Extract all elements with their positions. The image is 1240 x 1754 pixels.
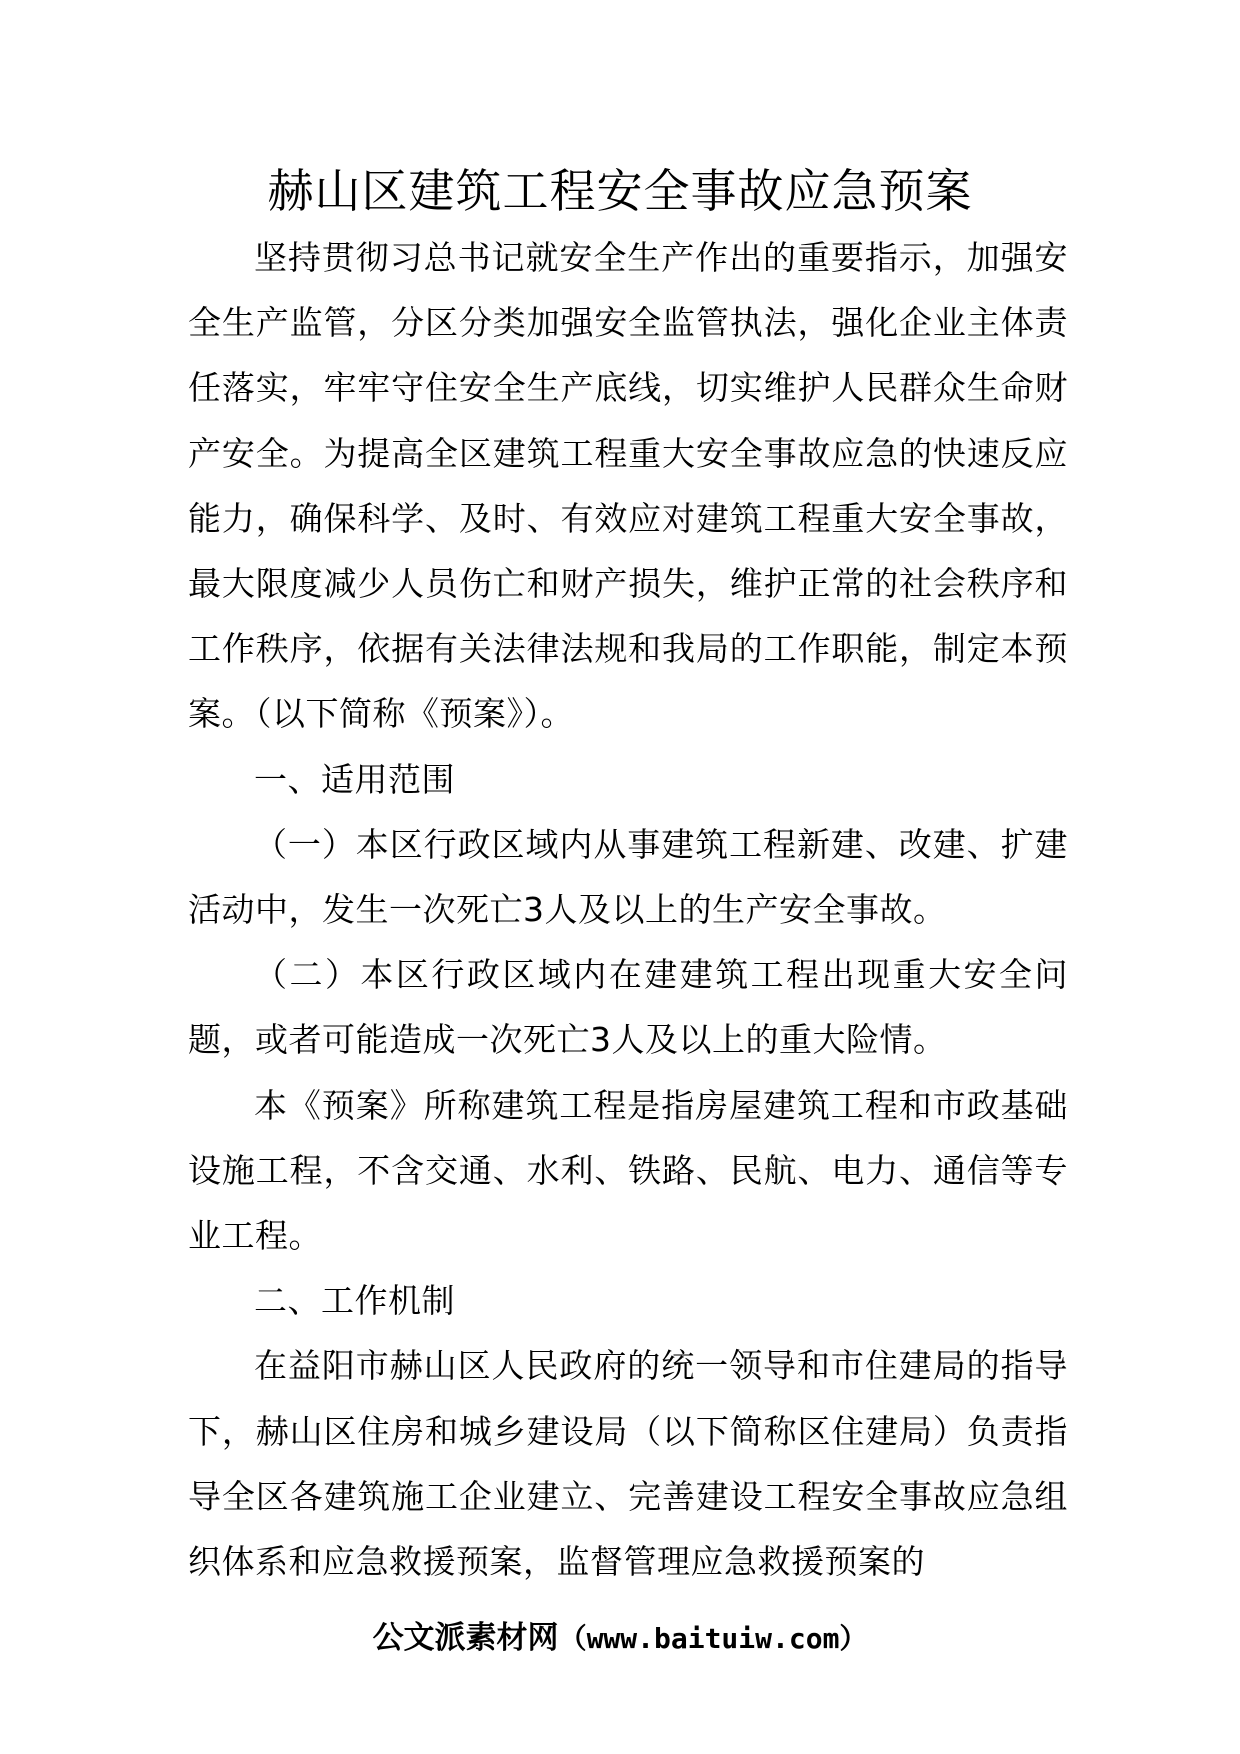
- footer-url: （www.baituiw.com）: [558, 1622, 868, 1655]
- watermark-footer: [0, 1616, 1240, 1661]
- scope-definition-paragraph: 本《预案》所称建筑工程是指房屋建筑工程和市政基础设施工程，不含交通、水利、铁路、民航、电力、通信等专业工程。: [188, 1085, 1068, 1256]
- mechanism-paragraph: 在益阳市赫山区人民政府的统一领导和市住建局的指导下，赫山区住房和城乡建设局（以下简称区住建局）负责指导全区各建筑施工企业建立、完善建设工程安全事故应急组织体系和应急救援预案，监督管理应急救援预案的: [188, 1346, 1068, 1582]
- intro-paragraph: 坚持贯彻习总书记就安全生产作出的重要指示，加强安全生产监管，分区分类加强安全监管执法，强化企业主体责任落实，牢牢守住安全生产底线，切实维护人民群众生命财产安全。为提高全区建筑工程重大安全事故应急的快速反应能力，确保科学、及时、有效应对建筑工程重大安全事故，最大限度减少人员伤亡和财产损失，维护正常的社会秩序和工作秩序，依据有关法律法规和我局的工作职能，制定本预案。（以下简称《预案》）。: [188, 238, 1068, 734]
- document-title: 赫山区建筑工程安全事故应急预案: [267, 164, 973, 218]
- footer-site-name: 公文派素材网: [372, 1620, 559, 1656]
- scope-item-1: （一）本区行政区域内从事建筑工程新建、改建、扩建活动中，发生一次死亡3人及以上的生产安全事故。: [188, 824, 1068, 930]
- document-body: [188, 225, 1068, 1594]
- section-heading-scope: 一、适用范围: [254, 759, 455, 799]
- section-heading-mechanism: 二、工作机制: [254, 1281, 455, 1321]
- scope-item-2: （二）本区行政区域内在建建筑工程出现重大安全问题，或者可能造成一次死亡3人及以上的重大险情。: [188, 955, 1068, 1060]
